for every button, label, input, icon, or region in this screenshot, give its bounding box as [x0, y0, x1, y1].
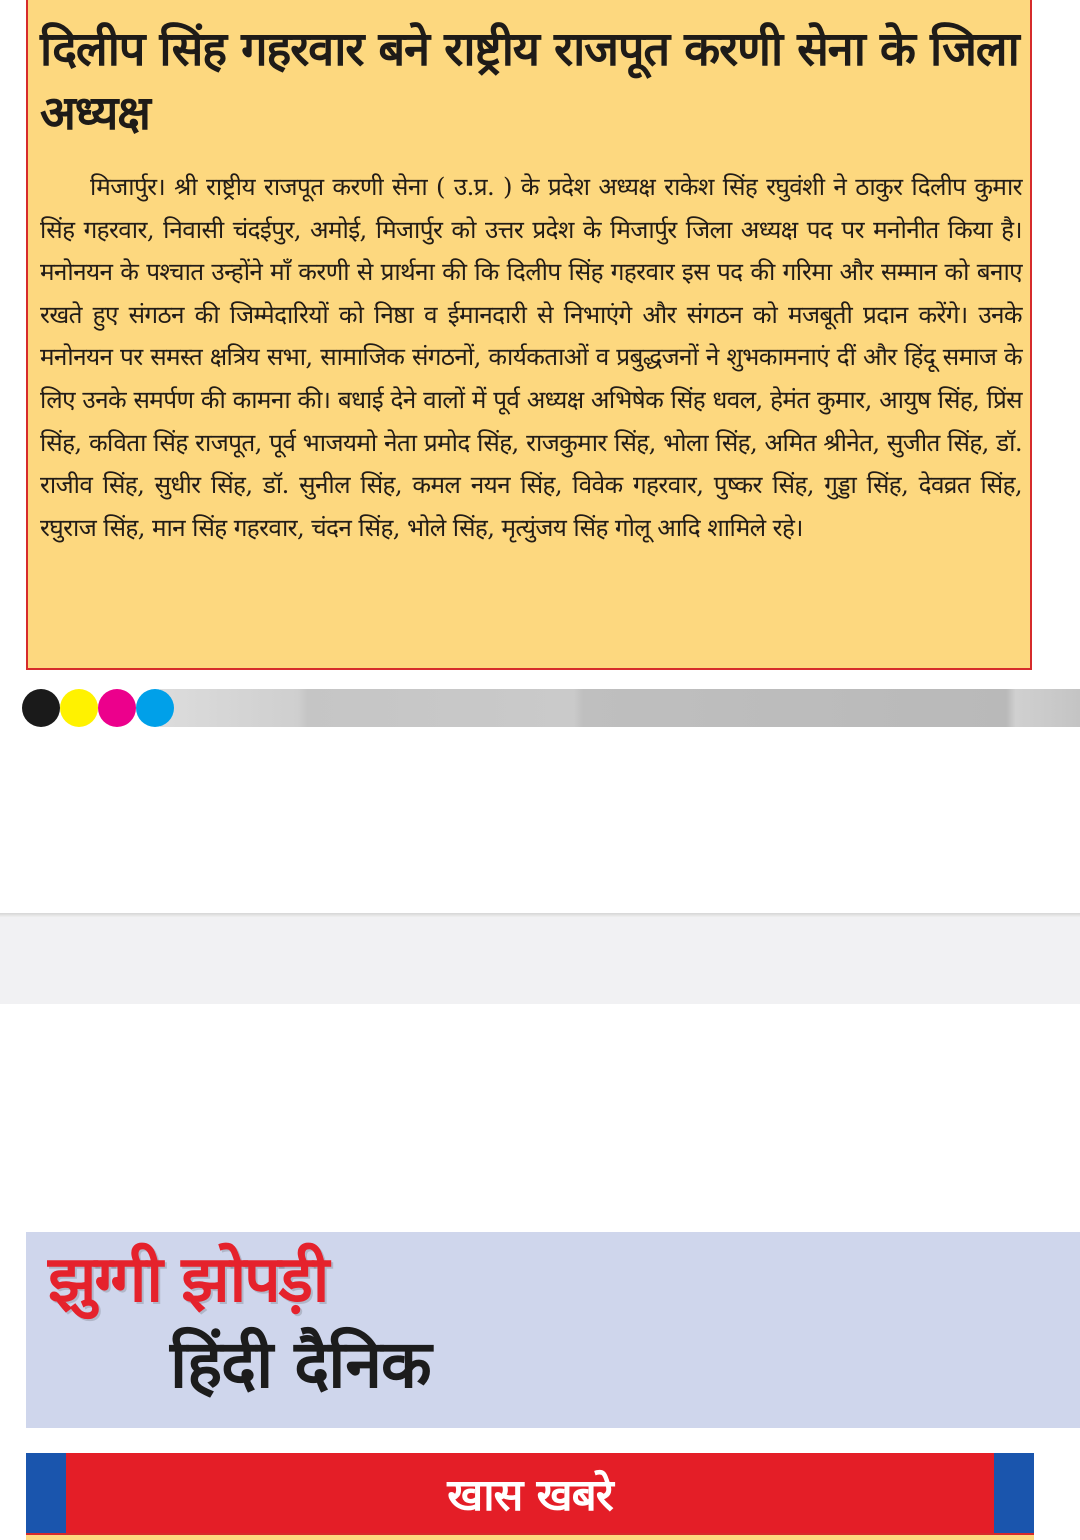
section-header	[26, 1453, 1034, 1540]
registration-dot-magenta	[98, 689, 136, 727]
article-body: मिजार्पुर। श्री राष्ट्रीय राजपूत करणी सेना ( उ.प्र. ) के प्रदेश अध्यक्ष राकेश सिंह रघुवंशी ने ठाकुर दिलीप कुमार सिंह गहरवार, निवासी चंदईपुर, अमोई, मिजार्पुर को उत्तर प्रदेश के मिजार्पुर जिला अध्यक्ष पद पर मनोनीत किया है। मनोनयन के पश्चात उन्होंने माँ करणी से प्रार्थना की कि दिलीप सिंह गहरवार इस पद की गरिमा और सम्मान को बनाए रखते हुए संगठन की जिम्मेदारियों को निष्ठा व ईमानदारी से निभाएंगे और संगठन को मजबूती प्रदान करेंगे। उनके मनोनयन पर समस्त क्षत्रिय सभा, सामाजिक संगठनों, कार्यकताओं व प्रबुद्धजनों ने शुभकामनाएं दीं और हिंदू समाज के लिए उनके समर्पण की कामना की। बधाई देने वालों में पूर्व अध्यक्ष अभिषेक सिंह धवल, हेमंत कुमार, आयुष सिंह, प्रिंस सिंह, कविता सिंह राजपूत, पूर्व भाजयमो नेता प्रमोद सिंह, राजकुमार सिंह, भोला सिंह, अमित श्रीनेत, सुजीत सिंह, डॉ. राजीव सिंह, सुधीर सिंह, डॉ. सुनील सिंह, कमल नयन सिंह, विवेक गहरवार, पुष्कर सिंह, गुड्डा सिंह, देवव्रत सिंह, रघुराज सिंह, मान सिंह गहरवार, चंदन सिंह, भोले सिंह, मृत्युंजय सिंह गोलू आदि शामिले रहे।	[40, 172, 1022, 542]
page-gap-band	[0, 917, 1080, 1004]
masthead-title: झुग्गी झोपड़ी	[48, 1243, 328, 1317]
registration-dot-cyan	[136, 689, 174, 727]
print-registration-bar	[0, 689, 1080, 727]
registration-dot-yellow	[60, 689, 98, 727]
masthead-subtitle: हिंदी दैनिक	[170, 1326, 431, 1403]
registration-grey-strip	[160, 689, 1080, 727]
section-header-inner	[66, 1453, 994, 1540]
section-header-label: खास खबरे	[447, 1470, 613, 1521]
news-article	[26, 0, 1032, 670]
newspaper-masthead	[26, 1232, 1080, 1428]
article-headline: दिलीप सिंह गहरवार बने राष्ट्रीय राजपूत करणी सेना के जिला अध्यक्ष	[40, 22, 1019, 141]
registration-dot-black	[22, 689, 60, 727]
section-underline	[26, 1533, 1034, 1540]
